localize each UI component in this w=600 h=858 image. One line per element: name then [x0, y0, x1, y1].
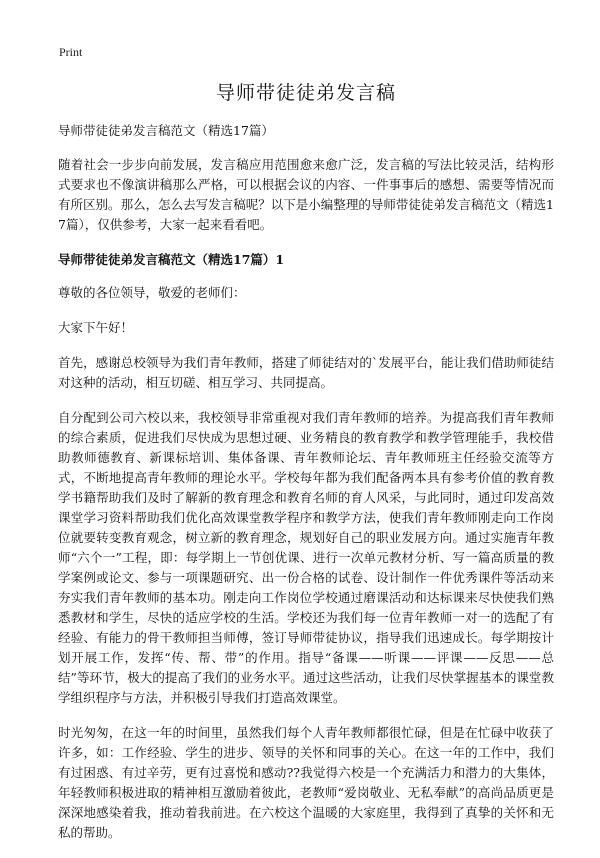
print-link[interactable]: Print [59, 45, 83, 59]
intro-paragraph: 随着社会一步步向前发展，发言稿应用范围愈来愈广泛，发言稿的写法比较灵活，结构形式要求也不像演讲稿那么严格，可以根据会议的内容、一件事事后的感想、需要等情况而有所区别。那么，怎么去写发言稿呢？以下是小编整理的导师带徒徒弟发言稿范文（精选17篇），仅供参考，大家一起来看看吧。 [58, 157, 554, 232]
document-body [58, 78, 554, 858]
body-paragraph-2: 自分配到公司六校以来，我校领导非常重视对我们青年教师的培养。为提高我们青年教师的综合素质，促进我们尽快成为思想过硬、业务精良的教育教学和教学管理能手，我校借助教师德教育、新课标培训、集体备课、青年教师论坛、青年教师班主任经验交流等方式，不断地提高青年教师的理论水平。学校每年都为我们配备两本具有参考价值的教育教学书籍帮助我们及时了解新的教育理念和教育名师的育人风采，与此同时，通过印发高效课堂学习资料帮助我们优化高效课堂教学程序和教学方法，使我们青年教师刚走向工作岗位就要转变教育观念，树立新的教育理念，规划好自己的职业发展方向。通过实施青年教师“六个一”工程，即：每学期上一节创优课、进行一次单元教材分析、写一篇高质量的教学案例或论文、参与一项课题研究、出一份合格的试卷、设计制作一件优秀课件等活动来夯实我们青年教师的基本功。刚走向工作岗位学校通过磨课活动和达标课来尽快使我们熟悉教材和学生，尽快的适应学校的生活。学校还为我们每一位青年教师一对一的选配了有经验、有能力的骨干教师担当师傅，签订导师带徒协议，指导我们迅速成长。每学期按计划开展工作，发挥“传、帮、带”的作用。指导“备课——听课——评课——反思——总结”等环节，极大的提高了我们的业务水平。通过这些活动，让我们尽快掌握基本的课堂教学组织程序与方法，并积极引导我们打造高效课堂。 [58, 410, 554, 705]
body-paragraph-3: 时光匆匆，在这一年的时间里，虽然我们每个人青年教师都很忙碌，但是在忙碌中收获了许多，如：工作经验、学生的进步、领导的关怀和同事的关心。在这一年的工作中，我们有过困惑、有过辛劳，更有过喜悦和感动??我觉得六校是一个充满活力和潜力的大集体，年轻教师积极进取的精神相互激励着彼此，老教师“爱岗敬业、无私奉献”的高尚品质更是深深地感染着我，推动着我前进。在六校这个温暖的大家庭里，我得到了真挚的关怀和无私的帮助。 [58, 725, 554, 840]
document-subtitle: 导师带徒徒弟发言稿范文（精选17篇） [58, 123, 274, 138]
body-paragraph-1: 首先，感谢总校领导为我们青年教师，搭建了师徒结对的`发展平台，能让我们借助师徒结对这种的活动，相互切磋、相互学习、共同提高。 [58, 355, 554, 390]
document-title: 导师带徒徒弟发言稿 [215, 82, 396, 104]
salutation-line: 大家下午好！ [58, 320, 134, 335]
greeting-line: 尊敬的各位领导，敬爱的老师们： [58, 285, 246, 300]
section-heading: 导师带徒徒弟发言稿范文（精选17篇）1 [58, 252, 285, 267]
